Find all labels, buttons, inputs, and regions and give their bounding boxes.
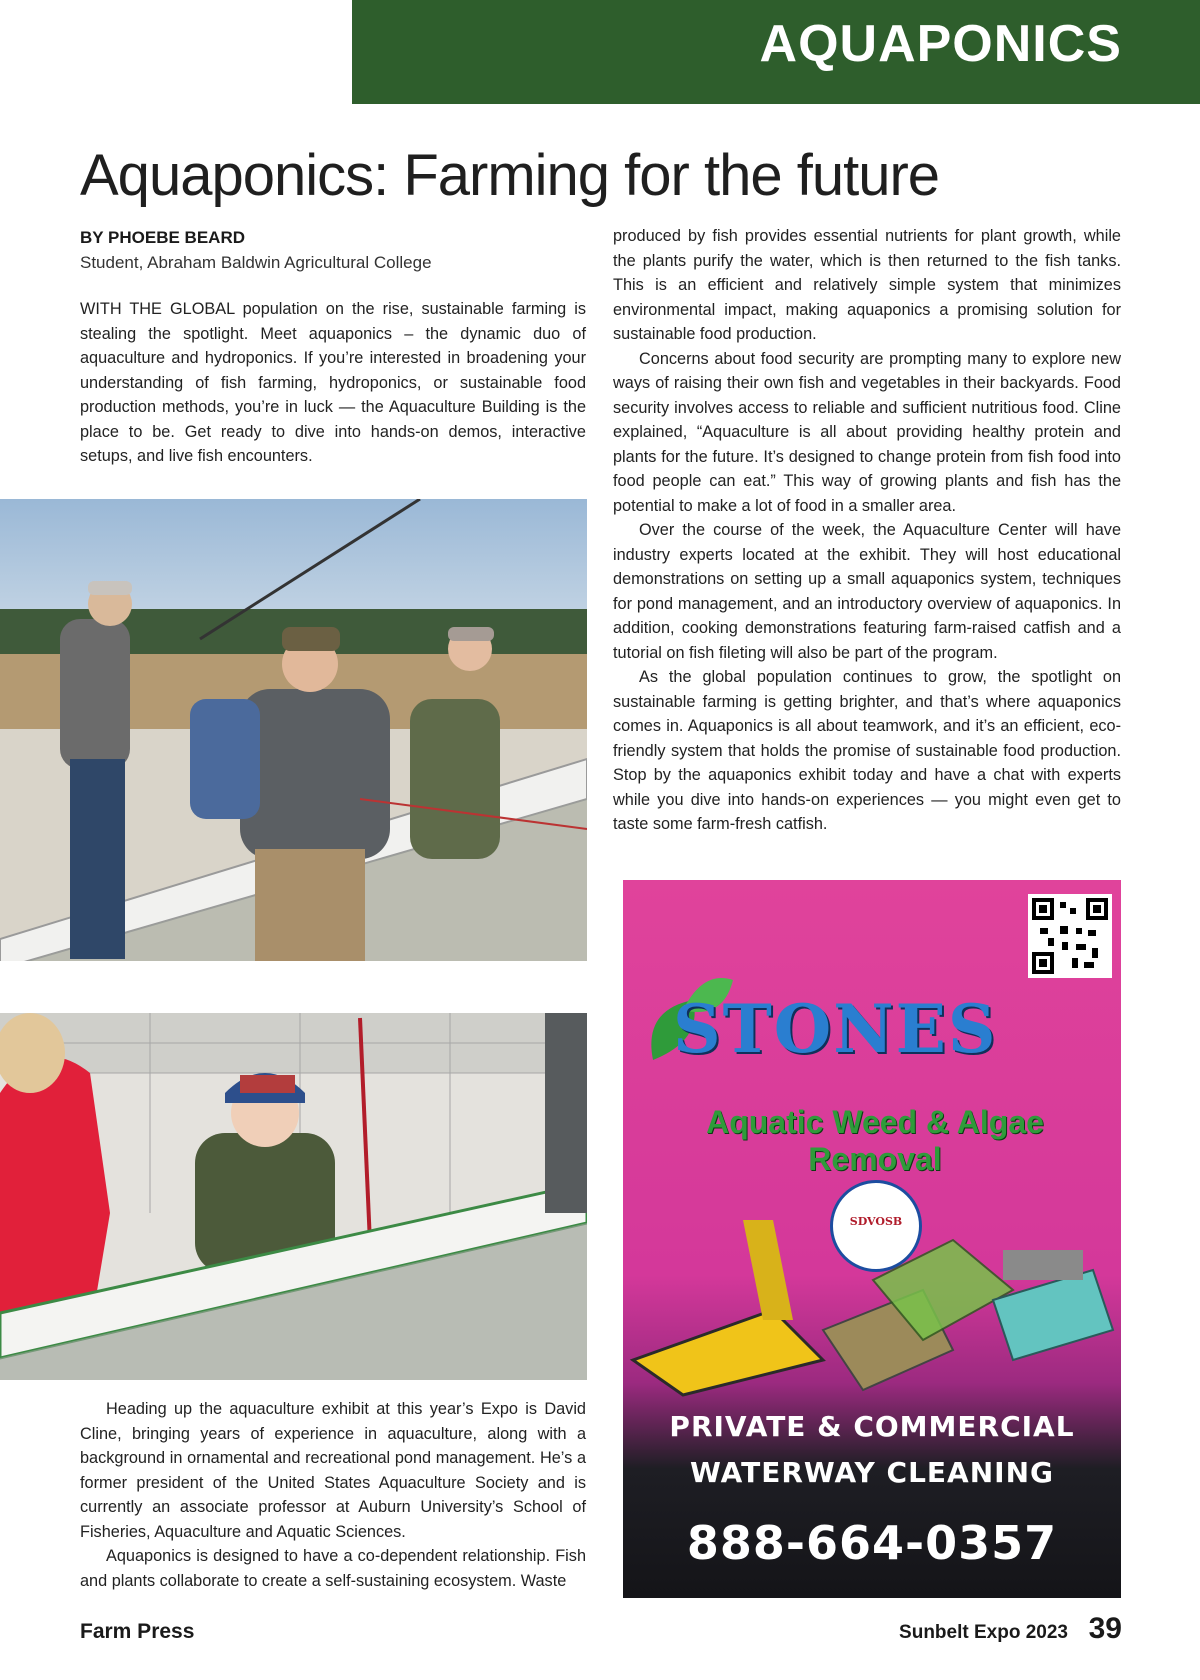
ad-tagline: Aquatic Weed & Algae Removal (706, 1104, 1044, 1177)
footer-issue: Sunbelt Expo 2023 (899, 1622, 1068, 1643)
bottom-left-column (80, 1397, 586, 1593)
fishing-photo-adults-image (0, 499, 587, 961)
intro-text: WITH THE GLOBAL population on the rise, sustainable farming is stealing the spotlight. Meet aquaponics – the dynamic duo of aquaculture and hydroponics. If you’re interested in broadening your understanding of fish farming, hydroponics, or sustainable food production methods, you’re in luck — the Aquaculture Building is the place to be. Get ready to dive into hands-on demos, interactive setups, and live fish encounters. (80, 300, 586, 465)
paragraph-cline: Heading up the aquaculture exhibit at this year’s Expo is David Cline, bringing years of experience in aquaculture, along with a background in ornamental and recreational pond management. He’s a former president of the United States Aquaculture Society and is currently an associate professor at Auburn University’s School of Fisheries, Aquaculture and Aquatic Sciences. (80, 1400, 586, 1541)
fishing-photo-child (0, 1013, 587, 1380)
fishing-photo-adults (0, 499, 587, 961)
byline: BY PHOEBE BEARD (80, 228, 245, 247)
paragraph-week-schedule: Over the course of the week, the Aquaculture Center will have industry experts located at the exhibit. They will host educational demonstrations on setting up a small aquaponics system, techniques for pond management, and an introductory overview of aquaponics. In addition, cooking demonstrations featuring farm-raised catfish and a tutorial on fish fileting will also be part of the program. (613, 521, 1121, 662)
page-number: 39 (1088, 1612, 1122, 1645)
author-affiliation: Student, Abraham Baldwin Agricultural College (80, 253, 432, 272)
article-headline: Aquaponics: Farming for the future (80, 143, 940, 208)
paragraph-conclusion: As the global population continues to grow, the spotlight on sustainable farming is getting brighter, and that’s where aquaponics comes in. Aquaponics is all about teamwork, and it’s an efficient, eco-friendly system that holds the promise of sustainable food production. Stop by the aquaponics exhibit today and have a chat with experts while you dive into hands-on experiences — you might even get to taste some farm-fresh catfish. (613, 668, 1121, 833)
ad-phone-number[interactable]: 888-664-0357 (686, 1516, 1058, 1570)
paragraph-food-security: Concerns about food security are prompting many to explore new ways of raising their own fish and vegetables in their backyards. Food security involves access to reliable and sufficient nutritious food. Cline explained, “Aquaculture is all about providing healthy protein and plants for the future. It’s designed to change protein from fish food into food people can eat.” This way of growing plants and fish has the potential to make a lot of food in a smaller area. (613, 349, 1121, 515)
sdvosb-badge-text: SDVOSB (849, 1215, 903, 1228)
ad-service-line-2: WATERWAY CLEANING (689, 1456, 1054, 1489)
ad-service-line-1: PRIVATE & COMMERCIAL (669, 1410, 1075, 1443)
paragraph-codependent: Aquaponics is designed to have a co-dependent relationship. Fish and plants collaborate to create a self-sustaining ecosystem. Waste (80, 1547, 586, 1590)
footer-publication: Farm Press (80, 1620, 195, 1643)
fishing-photo-child-image (0, 1013, 587, 1380)
section-banner (352, 0, 1200, 104)
section-label: AQUAPONICS (759, 15, 1122, 73)
paragraph-waste-continued: produced by fish provides essential nutrients for plant growth, while the plants purify the water, which is then returned to the fish tanks. This is an efficient and relatively simple system that minimizes environmental impact, making aquaponics a promising solution for sustainable food production. (613, 227, 1121, 343)
ad-brand-name: STONES (673, 990, 998, 1068)
right-column (613, 224, 1121, 837)
qr-code-graphic (1032, 898, 1108, 974)
qr-code-icon[interactable] (1028, 894, 1112, 978)
weed-removal-equipment-image (623, 1180, 1121, 1400)
stones-advertisement[interactable] (623, 880, 1121, 1598)
intro-paragraph (80, 297, 586, 469)
